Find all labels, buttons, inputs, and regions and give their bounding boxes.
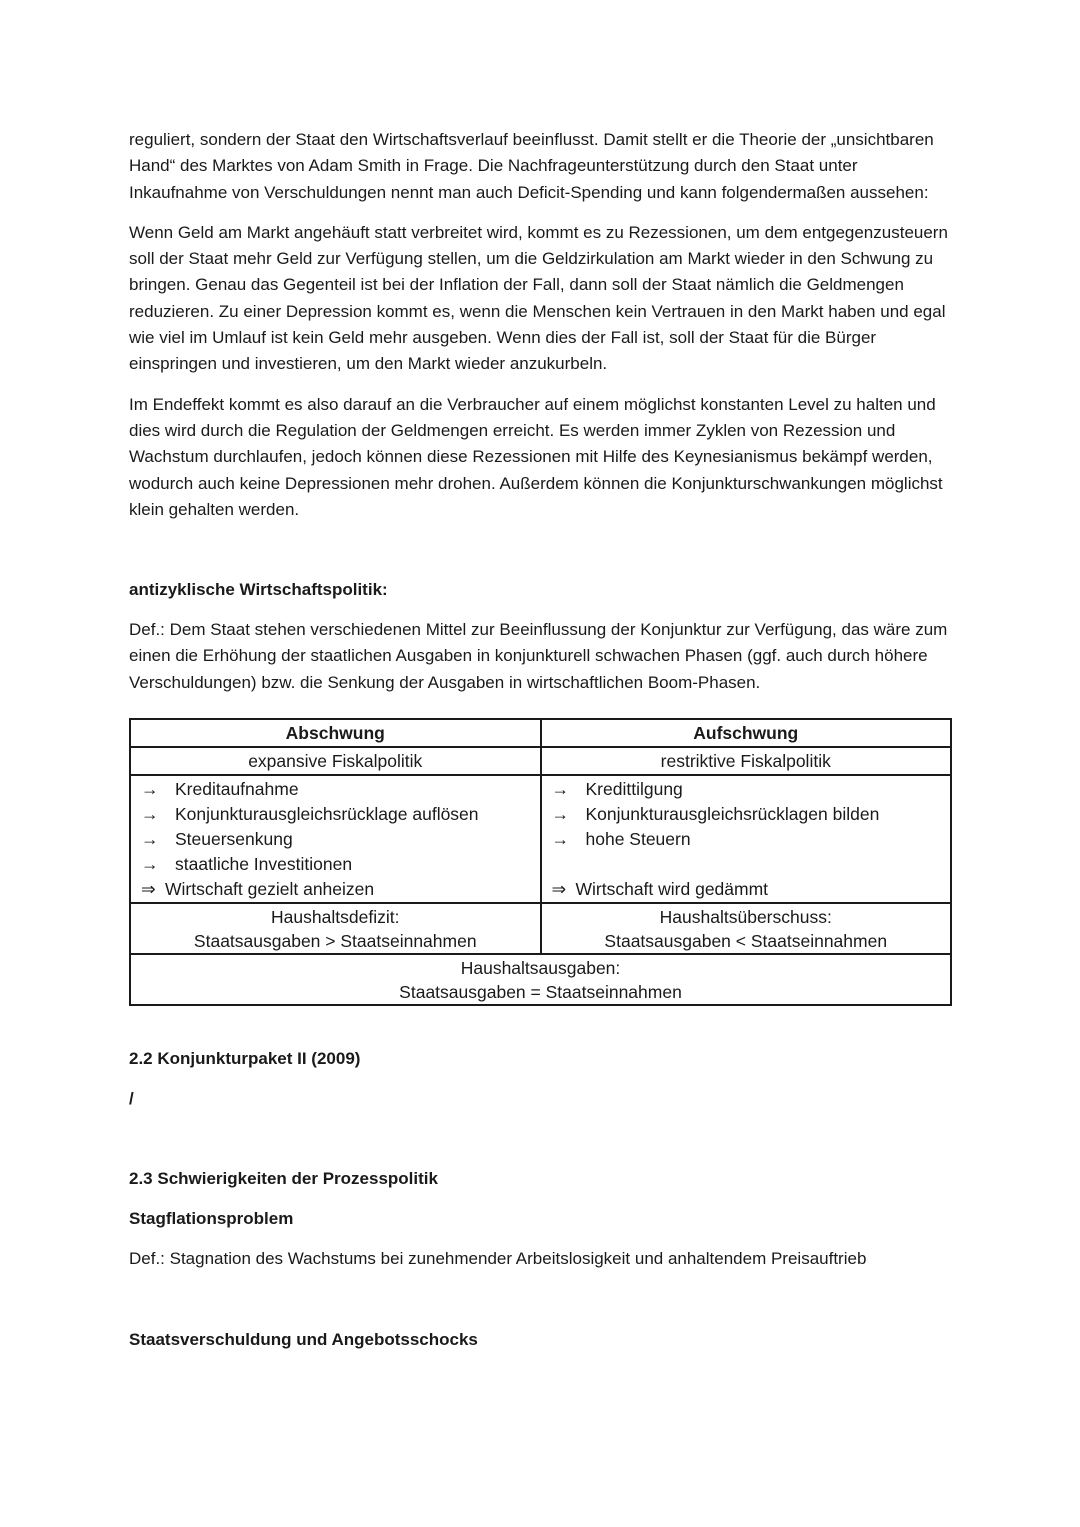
paragraph-deficit-spending: Wenn Geld am Markt angehäuft statt verbreitet wird, kommt es zu Rezessionen, um dem entgegenzusteuern soll der Staat mehr Geld zur Verfügung stellen, um die Geldzirkulation am Markt wieder in den Schwung zu bringen. Genau das Gegenteil ist bei der Inflation der Fall, dann soll der Staat nämlich die Geldmengen reduzieren. Zu einer Depression kommt es, wenn die Menschen kein Vertrauen in den Markt haben und egal wie viel im Umlauf ist kein Geld mehr ausgeben. Wenn dies der Fall ist, soll der Staat für die Bürger einspringen und investieren, um den Markt wieder anzukurbeln. xyxy=(129,222,948,374)
heading-antizyklisch: antizyklische Wirtschaftspolitik: xyxy=(129,580,388,600)
balance-defizit xyxy=(130,903,541,954)
list-item: → hohe Steuern xyxy=(552,827,943,852)
balance-ueberschuss xyxy=(541,903,952,954)
section-2-2-content: / xyxy=(129,1089,134,1109)
balance-title: Haushaltsdefizit: xyxy=(271,907,400,928)
arrow-right-icon: → xyxy=(141,854,159,875)
list-item: → Kredittilgung xyxy=(552,777,943,802)
measures-aufschwung xyxy=(541,775,952,903)
arrow-right-icon: → xyxy=(141,804,159,825)
arrow-right-icon: → xyxy=(551,804,569,825)
balance-title: Haushaltsüberschuss: xyxy=(659,907,832,928)
heading-staatsverschuldung: Staatsverschuldung und Angebotsschocks xyxy=(129,1329,478,1349)
arrow-right-icon: → xyxy=(551,829,569,850)
arrow-right-icon: → xyxy=(551,779,569,800)
double-arrow-icon: ⇒ xyxy=(551,879,567,900)
balance-ausgeglichen xyxy=(130,954,951,1005)
document-content xyxy=(129,127,951,1353)
heading-stagflation: Stagflationsproblem xyxy=(129,1209,294,1229)
list-item: → Kreditaufnahme xyxy=(141,777,532,802)
paragraph-keynes-intro: reguliert, sondern der Staat den Wirtschaftsverlauf beeinflusst. Damit stellt er die Theorie der „unsichtbaren Hand“ des Marktes von Adam Smith in Frage. Die Nachfrageunterstützung durch den Staat unter Inkaufnahme von Verschuldungen nennt man auch Deficit-Spending und kann folgendermaßen aussehen: xyxy=(129,130,934,202)
definition-stagflation: Def.: Stagnation des Wachstums bei zunehmender Arbeitslosigkeit und anhaltendem Preisauftrieb xyxy=(129,1249,867,1269)
heading-section-2-2: 2.2 Konjunkturpaket II (2009) xyxy=(129,1049,361,1069)
list-item: → Steuersenkung xyxy=(141,827,532,852)
result-aufschwung: ⇒ Wirtschaft wird gedämmt xyxy=(552,877,943,902)
definition-antizyklisch: Def.: Dem Staat stehen verschiedenen Mittel zur Beeinflussung der Konjunktur zur Verfügung, das wäre zum einen die Erhöhung der staatlichen Ausgaben in konjunkturell schwachen Phasen (ggf. auch durch höhere Verschuldungen) bzw. die Senkung der Ausgaben in wirtschaftlichen Boom-Phasen. xyxy=(129,620,948,692)
list-item: → staatliche Investitionen xyxy=(141,852,532,877)
result-abschwung: ⇒ Wirtschaft gezielt anheizen xyxy=(141,877,532,902)
balance-formula: Staatsausgaben > Staatseinnahmen xyxy=(193,931,477,952)
header-aufschwung: Aufschwung xyxy=(541,719,952,747)
arrow-right-icon: → xyxy=(141,829,159,850)
footer-formula: Staatsausgaben = Staatseinnahmen xyxy=(399,982,682,1003)
footer-title: Haushaltsausgaben: xyxy=(460,958,621,979)
policy-restriktive: restriktive Fiskalpolitik xyxy=(541,747,952,775)
list-item: → Konjunkturausgleichsrücklagen bilden xyxy=(552,802,943,827)
policy-expansive: expansive Fiskalpolitik xyxy=(130,747,541,775)
paragraph-conclusion: Im Endeffekt kommt es also darauf an die Verbraucher auf einem möglichst konstanten Level zu halten und dies wird durch die Regulation der Geldmengen erreicht. Es werden immer Zyklen von Rezession und Wachstum durchlaufen, jedoch können diese Rezessionen mit Hilfe des Keynesianismus bekämpf werden, wodurch auch keine Depressionen mehr drohen. Außerdem können die Konjunkturschwankungen möglichst klein gehalten werden. xyxy=(129,394,943,519)
header-abschwung: Abschwung xyxy=(130,719,541,747)
heading-section-2-3: 2.3 Schwierigkeiten der Prozesspolitik xyxy=(129,1169,438,1189)
arrow-right-icon: → xyxy=(141,779,159,800)
double-arrow-icon: ⇒ xyxy=(141,879,156,900)
fiscal-policy-table xyxy=(129,718,952,1006)
measures-abschwung xyxy=(130,775,541,903)
list-item: → Konjunkturausgleichsrücklage auflösen xyxy=(141,802,532,827)
balance-formula: Staatsausgaben < Staatseinnahmen xyxy=(604,931,888,952)
